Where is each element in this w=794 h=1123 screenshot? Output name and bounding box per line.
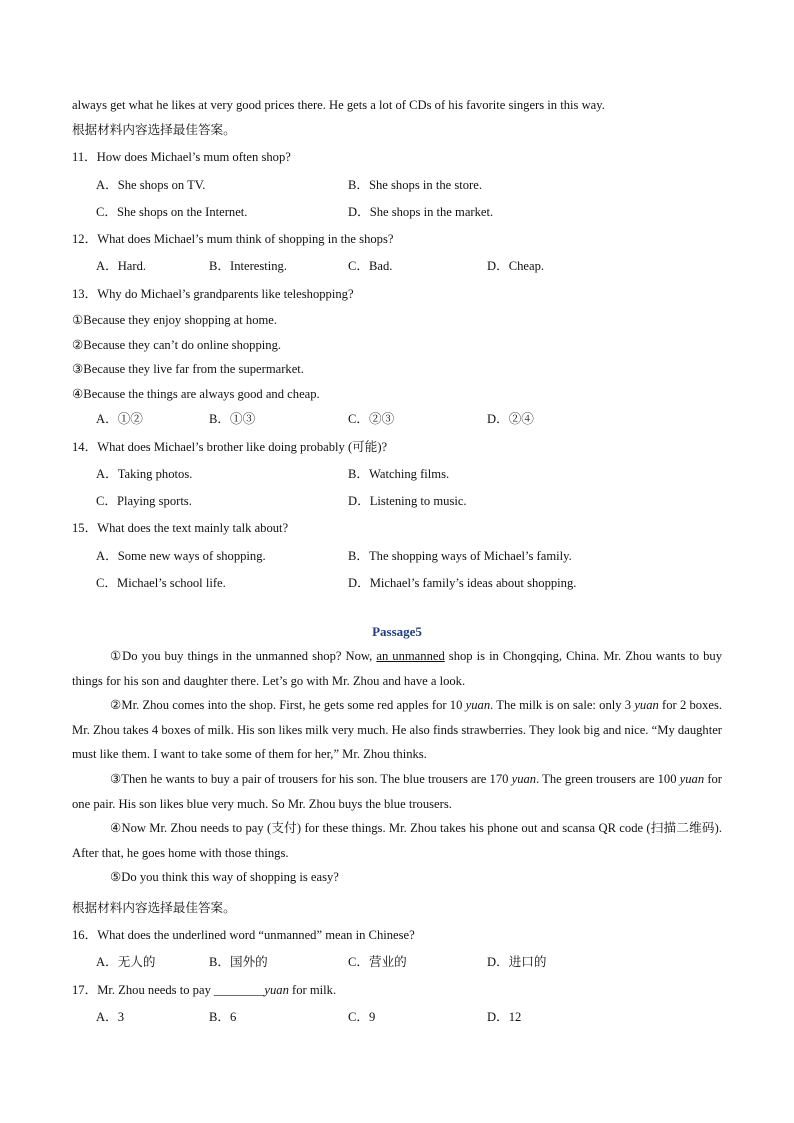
- q13-statement-4: ④Because the things are always good and cheap.: [72, 387, 320, 401]
- q17-option-a[interactable]: A．3: [96, 1010, 124, 1024]
- yuan-word: yuan: [465, 698, 491, 713]
- q16-option-d[interactable]: D．进口的: [487, 955, 547, 969]
- question-17-options: [96, 1009, 736, 1025]
- question-13-options: [96, 411, 736, 427]
- intro-line: always get what he likes at very good prices there. He gets a lot of CDs of his favorite singers in this way.: [72, 98, 605, 112]
- question-14-stem: 14．What does Michael’s brother like doing probably (可能)?: [72, 440, 388, 454]
- q12-option-d[interactable]: D．Cheap.: [487, 259, 545, 273]
- q13-statement-3: ③Because they live far from the supermarket.: [72, 362, 304, 376]
- answer-blank[interactable]: ________: [214, 983, 265, 997]
- passage-body: [72, 644, 722, 890]
- q11-option-b[interactable]: B．She shops in the store.: [348, 178, 482, 192]
- question-12-options: [96, 258, 736, 274]
- q11-option-a[interactable]: A．She shops on TV.: [96, 178, 206, 192]
- paragraph-5: ⑤Do you think this way of shopping is easy?: [110, 870, 339, 885]
- paragraph-3: [72, 767, 722, 816]
- instruction: 根据材料内容选择最佳答案。: [72, 123, 236, 137]
- question-17-stem: [72, 982, 336, 998]
- q13-statement-2: ②Because they can’t do online shopping.: [72, 338, 282, 352]
- q13-option-a[interactable]: A．①②: [96, 412, 143, 426]
- yuan-word: yuan: [511, 771, 537, 786]
- q12-option-b[interactable]: B．Interesting.: [209, 259, 287, 273]
- underlined-phrase: an unmanned: [376, 649, 445, 663]
- q17-option-d[interactable]: D．12: [487, 1010, 522, 1024]
- q14-option-c[interactable]: C．Playing sports.: [96, 494, 192, 508]
- paragraph-1: [72, 644, 722, 693]
- question-11-options-row1: [96, 177, 736, 193]
- q13-statement-1: ①Because they enjoy shopping at home.: [72, 313, 278, 327]
- q17-option-c[interactable]: C．9: [348, 1010, 376, 1024]
- question-13-stem: 13．Why do Michael’s grandparents like teleshopping?: [72, 287, 354, 301]
- question-12-stem: 12．What does Michael’s mum think of shopping in the shops?: [72, 232, 394, 246]
- p3-text-b: . The green trousers are 100: [536, 771, 680, 786]
- q13-option-d[interactable]: D．②④: [487, 412, 534, 426]
- p1-text-a: ①Do you buy things in the unmanned shop? Now,: [110, 649, 377, 663]
- question-15-options-row2: [96, 575, 736, 591]
- paragraph-4: ④Now Mr. Zhou needs to pay (支付) for these things. Mr. Zhou takes his phone out and scansa QR code (扫描二维码). After that, he goes home with those things.: [72, 821, 722, 860]
- question-14-options-row2: [96, 493, 736, 509]
- question-16-options: [96, 954, 736, 970]
- q14-option-a[interactable]: A．Taking photos.: [96, 467, 193, 481]
- passage-title: Passage5: [372, 624, 422, 639]
- yuan-word: yuan: [634, 698, 659, 713]
- question-16-stem: 16．What does the underlined word “unmanned” mean in Chinese?: [72, 928, 415, 942]
- q16-option-a[interactable]: A．无人的: [96, 955, 156, 969]
- q15-option-b[interactable]: B．The shopping ways of Michael’s family.: [348, 549, 572, 563]
- q11-option-d[interactable]: D．She shops in the market.: [348, 205, 494, 219]
- paragraph-2: [72, 693, 722, 767]
- q14-option-d[interactable]: D．Listening to music.: [348, 494, 467, 508]
- question-15-options-row1: [96, 548, 736, 564]
- q12-option-a[interactable]: A．Hard.: [96, 259, 147, 273]
- q15-option-c[interactable]: C．Michael’s school life.: [96, 576, 226, 590]
- question-14-options-row1: [96, 466, 736, 482]
- q13-option-b[interactable]: B．①③: [209, 412, 256, 426]
- q17-option-b[interactable]: B．6: [209, 1010, 237, 1024]
- p3-text-c: for one pair. His son likes blue very much. So Mr. Zhou buys the blue trousers.: [72, 771, 723, 811]
- question-11-options-row2: [96, 204, 736, 220]
- q11-option-c[interactable]: C．She shops on the Internet.: [96, 205, 248, 219]
- q12-option-c[interactable]: C．Bad.: [348, 259, 393, 273]
- yuan-word: yuan: [264, 983, 289, 997]
- q17-stem-text: 17．Mr. Zhou needs to pay: [72, 983, 215, 997]
- q15-option-d[interactable]: D．Michael’s family’s ideas about shopping.: [348, 576, 577, 590]
- p2-text-a: ②Mr. Zhou comes into the shop. First, he gets some red apples for 10: [110, 698, 466, 713]
- q17-stem-end: for milk.: [288, 983, 337, 997]
- q13-option-c[interactable]: C．②③: [348, 412, 395, 426]
- yuan-word: yuan: [679, 771, 705, 786]
- q14-option-b[interactable]: B．Watching films.: [348, 467, 450, 481]
- instruction-2: 根据材料内容选择最佳答案。: [72, 901, 236, 915]
- q15-option-a[interactable]: A．Some new ways of shopping.: [96, 549, 266, 563]
- p2-text-c: for 2 boxes. Mr. Zhou takes 4 boxes of milk. His son likes milk very much. He also finds strawberries. They look big and nice. “My daughter must like them. I want to take some of them for her,” Mr. Zhou thinks.: [72, 698, 722, 762]
- q16-option-b[interactable]: B．国外的: [209, 955, 268, 969]
- p3-text-a: ③Then he wants to buy a pair of trousers for his son. The blue trousers are 170: [110, 771, 512, 786]
- p1-text-b: shop is in Chongqing, China. Mr. Zhou wants to buy things for his son and daughter there. Let’s go with Mr. Zhou and have a look.: [72, 649, 722, 688]
- q16-option-c[interactable]: C．营业的: [348, 955, 407, 969]
- p2-text-b: . The milk is on sale: only 3: [490, 698, 635, 713]
- question-11-stem: 11．How does Michael’s mum often shop?: [72, 150, 291, 164]
- question-15-stem: 15．What does the text mainly talk about?: [72, 521, 289, 535]
